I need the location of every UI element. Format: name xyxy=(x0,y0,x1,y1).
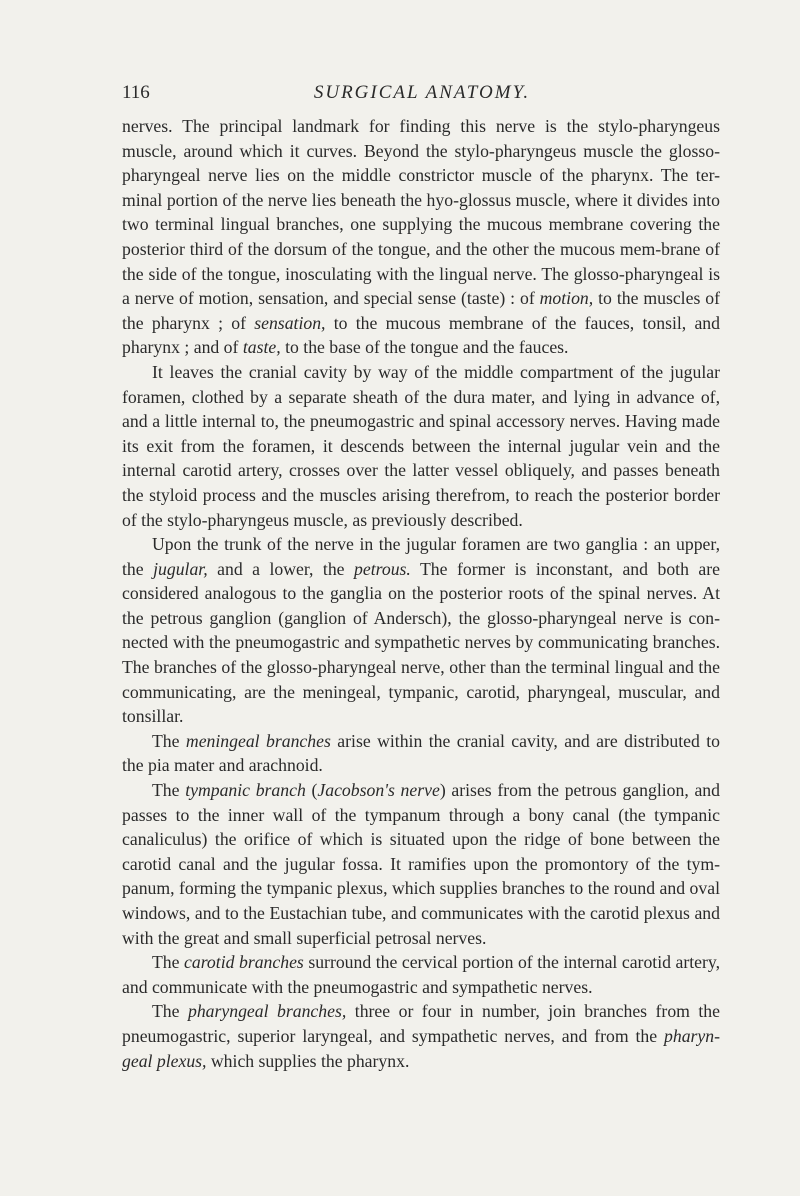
text-run: to the base of the tongue and the fauces. xyxy=(280,337,569,358)
italic-term: jugular, xyxy=(153,558,208,579)
text-run: The xyxy=(152,1001,188,1022)
paragraph-p4 xyxy=(122,729,720,778)
italic-term: motion, xyxy=(539,288,594,309)
italic-term: pharyn-geal plexus, xyxy=(122,1025,720,1071)
text-run: Upon the trunk of the nerve in the jugular foramen are two ganglia : an upper, the xyxy=(122,534,720,579)
text-run: The xyxy=(152,730,186,751)
italic-term: tympanic branch xyxy=(185,780,306,801)
running-title: SURGICAL ANATOMY. xyxy=(313,82,531,103)
page-number: 116 xyxy=(122,82,150,103)
text-run: It leaves the cranial cavity by way of the middle compartment of the jugular foramen, clothed by a separate sheath of the dura mater, and lying in advance of, and a little internal to, the pneumogastric and spinal accessory nerves. Having made its exit from the foramen, it descends between the internal jugular vein and the internal carotid artery, crosses over the latter vessel obliquely, and passes beneath the styloid process and the muscles arising therefrom, to reach the posterior border of the stylo-pharyngeus muscle, as previously described. xyxy=(122,361,720,530)
text-run: which supplies the pharynx. xyxy=(206,1050,410,1071)
text-run: nerves. The principal landmark for finding this nerve is the stylo-pharyngeus muscle, around which it curves. Beyond the stylo-pharyngeus muscle the glosso-pharyngeal nerve lies on the middle constrictor muscle of the pharynx. The ter-minal portion of the nerve lies beneath the hyo-glossus muscle, where it divides into two terminal lingual branches, one supplying the mucous membrane covering the posterior third of the dorsum of the tongue, and the other the mucous mem-brane of the side of the tongue, inosculating with the lingual nerve. The glosso-pharyngeal is a nerve of motion, sensation, and special sense (taste) : of xyxy=(122,116,720,309)
paragraph-p1 xyxy=(122,114,720,360)
italic-term: carotid branches xyxy=(184,952,304,973)
text-run: and a lower, the xyxy=(207,558,355,579)
body-text xyxy=(122,114,720,1073)
italic-term: meningeal branches xyxy=(185,730,331,751)
text-run: to the mucous membrane of the fauces, tonsil, and pharynx ; and of xyxy=(122,312,720,358)
text-run: to the muscles of the pharynx ; of xyxy=(122,288,720,333)
text-run: The xyxy=(152,780,186,801)
text-run: three or four in number, join branches from the pneumogastric, superior laryngeal, and sympathetic nerves, and from the xyxy=(122,1001,721,1046)
italic-term: petrous. xyxy=(354,558,411,579)
paragraph-p7 xyxy=(122,999,720,1073)
paragraph-p3 xyxy=(122,532,720,729)
text-run: The xyxy=(152,952,185,973)
text-run: ) arises from the petrous ganglion, and passes to the inner wall of the tympanum through a bony canal (the tympanic canaliculus) the orifice of which is situated upon the ridge of bone between the carotid canal and the jugular fossa. It ramifies upon the promontory of the tym-panum, forming the tympanic plexus, which supplies branches to the round and oval windows, and to the Eustachian tube, and communicates with the carotid plexus and with the great and small superficial petrosal nerves. xyxy=(122,780,720,948)
running-head xyxy=(122,82,722,106)
paragraph-p2 xyxy=(122,360,720,532)
italic-term: pharyngeal branches, xyxy=(187,1001,347,1022)
italic-term: sensation, xyxy=(254,312,326,333)
paragraph-p6 xyxy=(122,950,720,999)
italic-term: taste, xyxy=(242,337,281,358)
text-run: surround the cervical portion of the internal carotid artery, and communicate with the pneumogastric and sympathetic nerves. xyxy=(122,952,720,997)
paragraph-p5 xyxy=(122,778,720,950)
text-run: arise within the cranial cavity, and are distributed to the pia mater and arachnoid. xyxy=(122,730,720,776)
text-run: ( xyxy=(305,780,318,801)
text-run: The former is inconstant, and both are considered analogous to the ganglia on the posterior roots of the spinal nerves. At the petrous ganglion (ganglion of Andersch), the glosso-pharyngeal nerve is con-nected with the pneumogastric and sympathetic nerves by communicating branches. The branches of the glosso-pharyngeal nerve, other than the terminal lingual and the communicating, are the meningeal, tympanic, carotid, pharyngeal, muscular, and tonsillar. xyxy=(122,558,720,727)
italic-term: Jacobson's nerve xyxy=(317,780,440,801)
